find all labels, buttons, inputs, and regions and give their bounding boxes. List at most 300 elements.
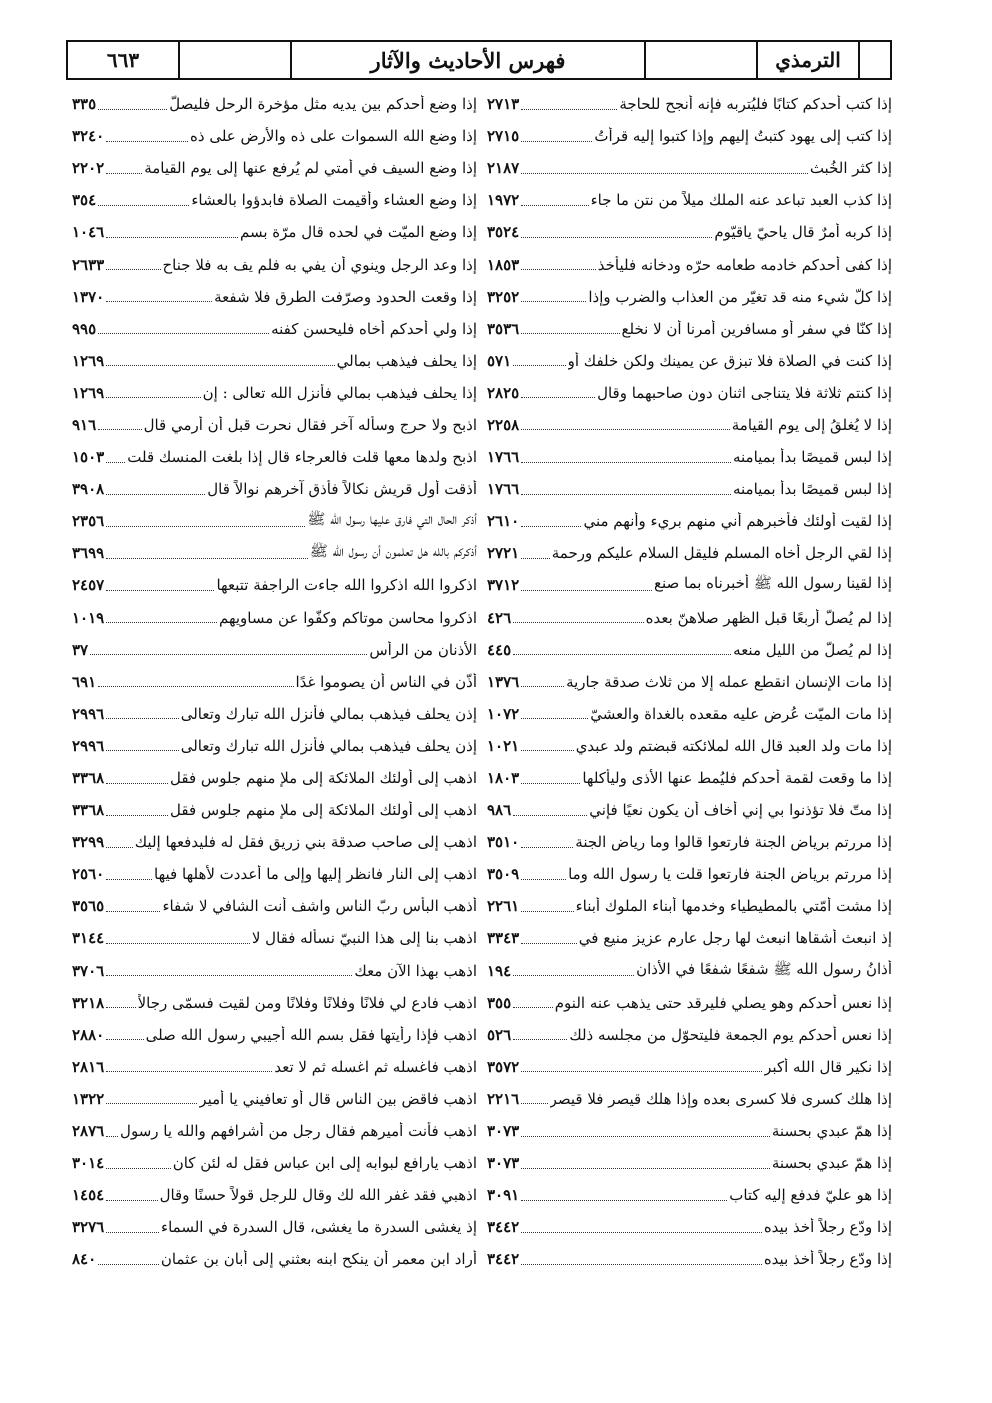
entry-text: اذهب فاغسله ثم اغسله ثم لا تعد xyxy=(274,1057,477,1076)
entry-number: ٢٣٥٦ xyxy=(72,512,105,531)
dot-leader xyxy=(521,1071,762,1072)
entry-number: ٢٢٦١ xyxy=(487,897,520,916)
index-entry xyxy=(72,1051,477,1083)
index-entry xyxy=(487,1243,892,1275)
entry-text: أذّن في الناس أن يصوموا غدًا xyxy=(295,672,477,691)
entry-number: ١٠٧٢ xyxy=(487,704,520,723)
entry-text: أذكر الحال التي فارق عليها رسول الله ﷺ xyxy=(307,510,477,529)
header-book-name: الترمذي xyxy=(756,42,858,78)
entry-number: ١٠٢١ xyxy=(487,736,520,755)
dot-leader xyxy=(513,975,634,976)
dot-leader xyxy=(521,301,586,302)
entry-text: إذا وضع الميّت في لحده قال مرّة بسم xyxy=(239,223,477,242)
index-entry xyxy=(487,152,892,184)
entry-number: ٢٦١٠ xyxy=(487,512,520,531)
index-entry xyxy=(72,922,477,954)
entry-number: ٤٤٥ xyxy=(487,640,512,659)
entry-text: إذا وعد الرجل وينوي أن يفي به فلم يف به فلا جناح xyxy=(162,255,477,274)
entry-text: إذا لم يُصلّ أربعًا قبل الظهر صلاهنّ بعده xyxy=(645,608,892,627)
entry-number: ٣٢٥٢ xyxy=(487,287,520,306)
entry-text: إذا نكير قال الله أكبر xyxy=(764,1057,892,1076)
entry-text: الأذنان من الرأس xyxy=(369,640,477,659)
entry-number: ٣٩٠٨ xyxy=(72,480,105,499)
index-entry xyxy=(487,473,892,505)
index-entry xyxy=(72,345,477,377)
entry-number: ٣٣٥ xyxy=(72,95,97,114)
dot-leader xyxy=(106,590,214,591)
dot-leader xyxy=(106,622,217,623)
entry-text: إذا ودّع رجلاً أخذ بيده xyxy=(763,1218,892,1237)
entry-number: ٣٢٤٠ xyxy=(72,127,105,146)
entry-number: ٣٠٩١ xyxy=(487,1186,520,1205)
entry-text: إذن يحلف فيذهب بمالي فأنزل الله تبارك وتعالى xyxy=(180,736,477,755)
entry-number: ٢٨٧٦ xyxy=(72,1122,105,1141)
entry-number: ٣٣٦٨ xyxy=(72,801,105,820)
index-entry xyxy=(72,120,477,152)
dot-leader xyxy=(521,686,564,687)
entry-number: ١٨٠٣ xyxy=(487,769,520,788)
index-entry xyxy=(487,345,892,377)
entry-number: ٣٥١٠ xyxy=(487,833,520,852)
index-entry xyxy=(487,794,892,826)
index-entry xyxy=(72,762,477,794)
index-entry xyxy=(72,281,477,313)
entry-number: ٣٢٧٦ xyxy=(72,1218,105,1237)
index-entry xyxy=(487,313,892,345)
entry-number: ٢٩٩٦ xyxy=(72,736,105,755)
dot-leader xyxy=(106,269,160,270)
index-entry xyxy=(487,1115,892,1147)
entry-number: ٢٨١٦ xyxy=(72,1057,105,1076)
right-index-column xyxy=(487,88,892,1275)
dot-leader xyxy=(521,879,566,880)
dot-leader xyxy=(521,173,808,174)
page-number: ٦٦٣ xyxy=(106,48,140,72)
entry-number: ٢٩٩٦ xyxy=(72,704,105,723)
dot-leader xyxy=(106,365,334,366)
entry-text: اذهب إلى صاحب صدقة بني زريق فقل له فليدفعها إليك xyxy=(134,833,477,852)
index-entry xyxy=(487,88,892,120)
entry-text: إذا لم يُصلّ من الليل منعه xyxy=(733,640,892,659)
dot-leader xyxy=(106,1232,159,1233)
index-entry xyxy=(487,505,892,537)
entry-text: إذا كثر الخُبث xyxy=(809,159,892,178)
entry-number: ٢٧١٥ xyxy=(487,127,520,146)
entry-number: ١٢٦٩ xyxy=(72,351,105,370)
entry-text: اذبح ولا حرج وسأله آخر فقال نحرت قبل أن أرمي قال xyxy=(143,415,477,434)
index-entry xyxy=(487,922,892,954)
index-entry xyxy=(72,569,477,601)
entry-number: ٣٢٩٩ xyxy=(72,833,105,852)
entry-text: إذا لقيت أولئك فأخبرهم أني منهم بريء وأنهم مني xyxy=(583,512,892,531)
entry-number: ١٠١٩ xyxy=(72,608,105,627)
dot-leader xyxy=(521,494,731,495)
entry-text: إذا كلّ شيء منه قد تغيّر من العذاب والضرب وإذا xyxy=(588,287,892,306)
entry-number: ١٣٢٢ xyxy=(72,1089,105,1108)
header-cell-blank xyxy=(178,42,290,78)
index-entry xyxy=(72,1179,477,1211)
index-entry xyxy=(72,473,477,505)
entry-text: إذا كنّا في سفر أو مسافرين أمرنا أن لا نخلع xyxy=(621,319,892,338)
entry-text: إذا وضع العشاء وأقيمت الصلاة فابدؤوا بالعشاء xyxy=(191,191,477,210)
dot-leader xyxy=(98,1264,159,1265)
index-entry xyxy=(72,1243,477,1275)
entry-text: اذهب يارافع لبوابه إلى ابن عباس فقل له لئن كان xyxy=(172,1154,477,1173)
index-entry xyxy=(72,666,477,698)
entry-text: إذا همّ عبدي بحسنة xyxy=(771,1154,892,1173)
entry-number: ٣٥٦٥ xyxy=(72,897,105,916)
index-entry xyxy=(72,537,477,569)
dot-leader xyxy=(106,494,205,495)
entry-text: أذقت أول قريش نكالاً فأذق آخرهم نوالاً قال xyxy=(207,480,477,499)
entry-text: إذا كنت في الصلاة فلا تبزق عن يمينك ولكن خلفك أو xyxy=(567,351,892,370)
entry-number: ٢٢٠٢ xyxy=(72,159,105,178)
entry-text: إذا كتب أحدكم كتابًا فليُتربه فإنه أنجح للحاجة xyxy=(619,95,892,114)
entry-number: ٩١٦ xyxy=(72,415,97,434)
index-entry xyxy=(487,826,892,858)
entry-number: ٣٢١٨ xyxy=(72,993,105,1012)
entry-text: أراد ابن معمر أن ينكح ابنه بعثني إلى أبان بن عثمان xyxy=(160,1250,477,1269)
dot-leader xyxy=(521,590,652,591)
dot-leader xyxy=(521,1200,727,1201)
index-entry xyxy=(72,505,477,537)
index-entry xyxy=(487,216,892,248)
index-entry xyxy=(487,762,892,794)
dot-leader xyxy=(106,301,212,302)
entry-text: إذا مات الإنسان انقطع عمله إلا من ثلاث صدقة جارية xyxy=(566,672,892,691)
entry-text: اذهبي فقد غفر الله لك وقال للرجل قولاً حسنًا وقال xyxy=(159,1186,477,1205)
entry-text: إذا لا يُغلقُ إلى يوم القيامة xyxy=(731,415,892,434)
index-entry xyxy=(487,1211,892,1243)
entry-number: ٢٤٥٧ xyxy=(72,576,105,595)
index-entry xyxy=(487,281,892,313)
entry-number: ٢٥٦٠ xyxy=(72,865,105,884)
entry-number: ٦٩١ xyxy=(72,672,97,691)
entry-number: ٣٠٧٣ xyxy=(487,1154,520,1173)
entry-text: إذا وضع السيف في أمتي لم يُرفع عنها إلى يوم القيامة xyxy=(144,159,477,178)
dot-leader xyxy=(106,1103,197,1104)
entry-number: ٣٧١٢ xyxy=(487,576,520,595)
entry-number: ١٧٦٦ xyxy=(487,448,520,467)
entry-number: ٥٢٦ xyxy=(487,1025,512,1044)
dot-leader xyxy=(513,622,644,623)
index-entry xyxy=(487,537,892,569)
entry-number: ١٨٥٣ xyxy=(487,255,520,274)
entry-number: ١٣٧٠ xyxy=(72,287,105,306)
dot-leader xyxy=(106,1168,170,1169)
entry-number: ١٥٠٣ xyxy=(72,448,105,467)
entry-text: اذهب فأنت أميرهم فقال رجل من أشرافهم والله يا رسول xyxy=(120,1122,477,1141)
header-cell-blank xyxy=(644,42,756,78)
entry-text: إذا ولي أحدكم أخاه فليحسن كفنه xyxy=(271,319,477,338)
index-entry xyxy=(72,730,477,762)
entry-text: إذا مات ولد العبد قال الله لملائكته قبضتم ولد عبدي xyxy=(575,736,892,755)
index-entry xyxy=(487,1083,892,1115)
dot-leader xyxy=(106,1071,272,1072)
entry-text: إذا كتب إلى يهود كتبتُ إليهم وإذا كتبوا إليه قرأتُ xyxy=(594,127,892,146)
dot-leader xyxy=(521,237,712,238)
entry-text: إذا وضع الله السموات على ذه والأرض على ذه xyxy=(190,127,477,146)
entry-number: ٣٦٩٩ xyxy=(72,544,105,563)
dot-leader xyxy=(106,911,160,912)
dot-leader xyxy=(513,815,587,816)
entry-number: ٣٥٣٦ xyxy=(487,319,520,338)
dot-leader xyxy=(521,429,730,430)
entry-text: إذا نعس أحدكم يوم الجمعة فليتحوّل من مجلسه ذلك xyxy=(569,1025,892,1044)
index-entry xyxy=(72,441,477,473)
entry-text: اذهب إلى أولئك الملائكة إلى ملإ منهم جلوس فقل xyxy=(170,801,477,820)
index-entry xyxy=(72,377,477,409)
entry-text: اذبح ولدها معها قلت فالعرجاء قال إذا بلغت المنسك قلت xyxy=(127,448,477,467)
dot-leader xyxy=(513,1007,553,1008)
entry-number: ٢٢١٦ xyxy=(487,1089,520,1108)
index-entry xyxy=(72,987,477,1019)
index-entry xyxy=(487,634,892,666)
index-entry xyxy=(72,794,477,826)
entry-text: اذهب بنا إلى هذا النبيّ نسأله فقال لا xyxy=(251,929,477,948)
entry-text: إذا لقينا رسول الله ﷺ أخبرناه بما صنع xyxy=(653,574,892,593)
dot-leader xyxy=(521,847,573,848)
index-entry xyxy=(487,409,892,441)
dot-leader xyxy=(106,558,307,559)
entry-number: ١٣٧٦ xyxy=(487,672,520,691)
entry-text: إذا همّ عبدي بحسنة xyxy=(771,1122,892,1141)
dot-leader xyxy=(106,237,238,238)
entry-number: ٢٧١٣ xyxy=(487,95,520,114)
dot-leader xyxy=(521,333,619,334)
dot-leader xyxy=(521,783,580,784)
entry-text: إذا لقي الرجل أخاه المسلم فليقل السلام عليكم ورحمة xyxy=(551,544,892,563)
entry-text: إذ انبعث أشقاها انبعث لها رجل عارم عزيز منيع في xyxy=(578,929,892,948)
entry-number: ٤٢٦ xyxy=(487,608,512,627)
entry-number: ٢٨٢٥ xyxy=(487,383,520,402)
entry-number: ٢٧٢١ xyxy=(487,544,520,563)
dot-leader xyxy=(106,397,200,398)
dot-leader xyxy=(106,783,168,784)
index-entry xyxy=(72,826,477,858)
dot-leader xyxy=(521,1232,762,1233)
dot-leader xyxy=(521,141,592,142)
index-entry xyxy=(72,1019,477,1051)
entry-number: ١٠٤٦ xyxy=(72,223,105,242)
entry-text: إذا ودّع رجلاً أخذ بيده xyxy=(763,1250,892,1269)
entry-text: إذا هو عليّ فدفع إليه كتاب xyxy=(729,1186,892,1205)
index-entry xyxy=(487,890,892,922)
entry-text: إذا كفى أحدكم خادمه طعامه حرّه ودخانه فليأخذ xyxy=(597,255,892,274)
entry-text: إذا ما وقعت لقمة أحدكم فليُمط عنها الأذى وليأكلها xyxy=(582,769,892,788)
dot-leader xyxy=(521,718,588,719)
dot-leader xyxy=(106,975,352,976)
index-entry xyxy=(487,987,892,1019)
dot-leader xyxy=(521,397,595,398)
entry-text: إذا مات الميّت عُرض عليه مقعده بالغداة والعشيّ xyxy=(590,704,892,723)
entry-text: إذا مررتم برياض الجنة فارتعوا قالوا وما رياض الجنة xyxy=(575,833,892,852)
entry-text: إذا كربه أمرٌ قال ياحيّ ياقيّوم xyxy=(714,223,892,242)
index-entry xyxy=(487,666,892,698)
entry-text: إذا مررتم برياض الجنة فارتعوا قلت يا رسول الله وما xyxy=(568,865,892,884)
index-entry xyxy=(72,1115,477,1147)
entry-text: اذهب فادع لي فلانًا وفلانًا وفلانًا ومن لقيت فسمّى رجالاً xyxy=(137,993,477,1012)
index-entry xyxy=(487,1051,892,1083)
index-entry xyxy=(72,88,477,120)
index-entry xyxy=(487,730,892,762)
entry-number: ١٩٤ xyxy=(487,961,512,980)
index-entry xyxy=(487,858,892,890)
entry-number: ٢٨٨٠ xyxy=(72,1025,105,1044)
entry-text: إذن يحلف فيذهب بمالي فأنزل الله تبارك وتعالى xyxy=(180,704,477,723)
entry-number: ٢٦٣٣ xyxy=(72,255,105,274)
entry-number: ٣٤٤٢ xyxy=(487,1250,520,1269)
entry-text: اذهب بهذا الآن معك xyxy=(354,961,477,980)
entry-number: ٣٥٥ xyxy=(487,993,512,1012)
entry-number: ٣٥٧٢ xyxy=(487,1057,520,1076)
index-entry xyxy=(487,569,892,601)
index-entry xyxy=(72,248,477,280)
dot-leader xyxy=(98,333,269,334)
index-entry xyxy=(72,1211,477,1243)
index-entry xyxy=(72,1083,477,1115)
index-entry xyxy=(487,955,892,987)
entry-number: ٢٢٥٨ xyxy=(487,415,520,434)
entry-text: أذكركم بالله هل تعلمون أن رسول الله ﷺ xyxy=(309,542,477,561)
entry-number: ٣٠١٤ xyxy=(72,1154,105,1173)
dot-leader xyxy=(106,526,305,527)
dot-leader xyxy=(521,205,588,206)
entry-number: ١٩٧٢ xyxy=(487,191,520,210)
entry-text: إذا نعس أحدكم وهو يصلي فليرقد حتى يذهب عنه النوم xyxy=(554,993,892,1012)
dot-leader xyxy=(521,558,550,559)
entry-number: ٩٨٦ xyxy=(487,801,512,820)
index-entry xyxy=(72,698,477,730)
index-entry xyxy=(72,409,477,441)
dot-leader xyxy=(106,462,125,463)
dot-leader xyxy=(106,1007,135,1008)
dot-leader xyxy=(521,1168,770,1169)
dot-leader xyxy=(98,686,293,687)
entry-number: ٣١٤٤ xyxy=(72,929,105,948)
dot-leader xyxy=(521,462,731,463)
entry-text: اذكروا محاسن موتاكم وكفّوا عن مساويهم xyxy=(218,608,477,627)
entry-text: إذا كذب العبد تباعد عنه الملك ميلاً من نتن ما جاء xyxy=(590,191,892,210)
entry-number: ٩٩٥ xyxy=(72,319,97,338)
dot-leader xyxy=(106,943,250,944)
dot-leader xyxy=(90,654,367,655)
dot-leader xyxy=(98,109,167,110)
entry-number: ٣٥٠٩ xyxy=(487,865,520,884)
entry-number: ٣٠٧٣ xyxy=(487,1122,520,1141)
entry-text: إذا يحلف فيذهب بمالي فأنزل الله تعالى : إن xyxy=(202,383,477,402)
entry-number: ٣٥٤ xyxy=(72,191,97,210)
dot-leader xyxy=(521,1264,762,1265)
entry-text: إذا مشت أمّتي بالمطيطياء وخدمها أبناء الملوك أبناء xyxy=(575,897,892,916)
entry-text: اذهب فإذا رأيتها فقل بسم الله أجيبي رسول الله صلى xyxy=(145,1025,477,1044)
index-entry xyxy=(487,441,892,473)
dot-leader xyxy=(98,205,189,206)
entry-number: ٣٤٤٢ xyxy=(487,1218,520,1237)
dot-leader xyxy=(513,654,731,655)
dot-leader xyxy=(106,815,168,816)
dot-leader xyxy=(521,269,596,270)
entry-text: أذهب البأس ربّ الناس واشف أنت الشافي لا شفاء xyxy=(162,897,477,916)
entry-text: اذهب إلى النار فانظر إليها وإلى ما أعددت لأهلها فيها xyxy=(154,865,477,884)
left-index-column xyxy=(72,88,477,1275)
dot-leader xyxy=(521,1136,770,1137)
dot-leader xyxy=(106,879,152,880)
dot-leader xyxy=(98,429,141,430)
index-entry xyxy=(487,1179,892,1211)
page-header xyxy=(66,40,892,80)
header-cell-blank xyxy=(858,42,890,78)
index-entry xyxy=(72,216,477,248)
entry-text: إذا وضع أحدكم بين يديه مثل مؤخرة الرحل فليصلّ xyxy=(169,95,477,114)
entry-text: اذكروا الله اذكروا الله جاءت الراجفة تتبعها xyxy=(216,576,477,595)
entry-text: إذا كنتم ثلاثة فلا يتناجى اثنان دون صاحبهما وقال xyxy=(597,383,892,402)
index-entry xyxy=(487,248,892,280)
entry-number: ٢١٨٧ xyxy=(487,159,520,178)
dot-leader xyxy=(106,750,178,751)
index-entry xyxy=(72,634,477,666)
entry-number: ١٢٦٩ xyxy=(72,383,105,402)
index-entry xyxy=(487,377,892,409)
entry-number: ٣٥٢٤ xyxy=(487,223,520,242)
entry-text: إذا متّ فلا تؤذنوا بي إني أخاف أن يكون نعيًا فإني xyxy=(589,801,892,820)
index-entry xyxy=(72,890,477,922)
dot-leader xyxy=(106,173,142,174)
dot-leader xyxy=(521,943,577,944)
index-entry xyxy=(487,1019,892,1051)
entry-text: إذا لبس قميصًا بدأ بميامنه xyxy=(732,480,892,499)
entry-number: ١٧٦٦ xyxy=(487,480,520,499)
dot-leader xyxy=(521,526,581,527)
dot-leader xyxy=(513,1039,567,1040)
index-entry xyxy=(72,602,477,634)
dot-leader xyxy=(106,141,188,142)
entry-text: إذا وقعت الحدود وصرّفت الطرق فلا شفعة xyxy=(214,287,477,306)
entry-number: ٨٤٠ xyxy=(72,1250,97,1269)
entry-number: ٣٧٠٦ xyxy=(72,961,105,980)
index-entry xyxy=(487,698,892,730)
index-entry xyxy=(72,955,477,987)
header-title: فهرس الأحاديث والآثار xyxy=(290,42,644,78)
entry-text: أذانُ رسول الله ﷺ شفعًا شفعًا في الأذان xyxy=(636,959,892,978)
dot-leader xyxy=(106,1039,143,1040)
index-entry xyxy=(72,1147,477,1179)
entry-text: إذ يغشى السدرة ما يغشى، قال السدرة في السماء xyxy=(161,1218,477,1237)
entry-number: ٣٧ xyxy=(72,640,89,659)
dot-leader xyxy=(513,365,565,366)
entry-text: إذا يحلف فيذهب بمالي xyxy=(336,351,477,370)
dot-leader xyxy=(521,911,573,912)
dot-leader xyxy=(521,109,617,110)
index-entry xyxy=(72,313,477,345)
dot-leader xyxy=(106,1136,118,1137)
entry-number: ١٤٥٤ xyxy=(72,1186,105,1205)
index-entry xyxy=(72,184,477,216)
dot-leader xyxy=(521,1103,547,1104)
dot-leader xyxy=(106,718,178,719)
index-entry xyxy=(487,602,892,634)
index-entry xyxy=(72,152,477,184)
entry-text: اذهب فاقض بين الناس قال أو تعافيني يا أمير xyxy=(199,1089,477,1108)
entry-text: اذهب إلى أولئك الملائكة إلى ملإ منهم جلوس فقل xyxy=(170,769,477,788)
index-entry xyxy=(72,858,477,890)
entry-number: ٣٣٦٨ xyxy=(72,769,105,788)
entry-text: إذا هلك كسرى فلا كسرى بعده وإذا هلك قيصر فلا قيصر xyxy=(549,1089,892,1108)
dot-leader xyxy=(106,847,133,848)
index-entry xyxy=(487,120,892,152)
dot-leader xyxy=(106,1200,157,1201)
index-entry xyxy=(487,184,892,216)
